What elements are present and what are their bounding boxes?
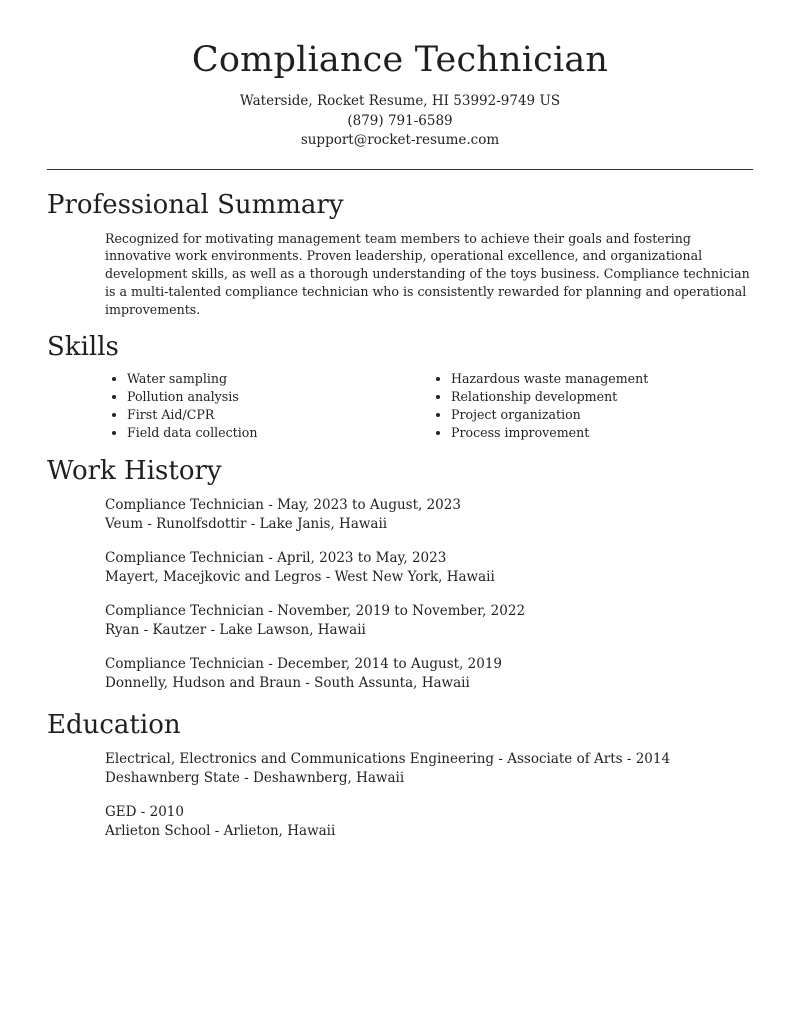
education-section bbox=[47, 708, 753, 842]
work-history-title: Work History bbox=[47, 455, 222, 486]
skills-title: Skills bbox=[47, 332, 119, 363]
skill-item: • Pollution analysis bbox=[127, 388, 429, 406]
candidate-name: Compliance Technician bbox=[191, 40, 609, 80]
education-entry bbox=[105, 803, 753, 842]
work-entry bbox=[105, 655, 753, 694]
work-entry-role: Compliance Technician - November, 2019 to November, 2022 bbox=[105, 602, 526, 619]
work-entry-employer: Mayert, Macejkovic and Legros - West New York, Hawaii bbox=[105, 569, 495, 586]
work-entry-role: Compliance Technician - April, 2023 to May, 2023 bbox=[105, 549, 447, 566]
education-entry bbox=[105, 750, 753, 789]
skill-item: • Hazardous waste management bbox=[451, 370, 753, 388]
work-entry-employer: Ryan - Kautzer - Lake Lawson, Hawaii bbox=[105, 622, 366, 639]
header-divider bbox=[47, 169, 753, 170]
work-entry-role: Compliance Technician - December, 2014 to August, 2019 bbox=[105, 655, 503, 672]
skills-column-right bbox=[429, 370, 753, 441]
education-entries bbox=[105, 750, 753, 842]
contact-email: support@rocket-resume.com bbox=[300, 132, 500, 148]
skill-item: • First Aid/CPR bbox=[127, 406, 429, 424]
work-entry-employer: Donnelly, Hudson and Braun - South Assunta, Hawaii bbox=[105, 675, 470, 692]
work-entry-role: Compliance Technician - May, 2023 to August, 2023 bbox=[105, 496, 461, 513]
skill-item: • Water sampling bbox=[127, 370, 429, 388]
skills-section bbox=[47, 330, 753, 441]
work-entry-employer: Veum - Runolfsdottir - Lake Janis, Hawaii bbox=[105, 516, 388, 533]
summary-title: Professional Summary bbox=[47, 189, 344, 220]
skills-column-left bbox=[105, 370, 429, 441]
education-entry-school: Deshawnberg State - Deshawnberg, Hawaii bbox=[105, 770, 405, 787]
education-entry-school: Arlieton School - Arlieton, Hawaii bbox=[105, 823, 336, 840]
summary-text: Recognized for motivating management team members to achieve their goals and fostering innovative work environments. Proven leadership, operational excellence, and organizational development skills, as well as a thorough understanding of the toys business. Compliance technician is a multi-talented compliance technician who is consistently rewarded for planning and operational improvements. bbox=[105, 230, 750, 317]
resume-header bbox=[47, 0, 753, 151]
skill-item: • Project organization bbox=[451, 406, 753, 424]
education-entry-degree: GED - 2010 bbox=[105, 803, 184, 820]
skill-item: • Field data collection bbox=[127, 424, 429, 442]
contact-phone: (879) 791-6589 bbox=[347, 112, 453, 129]
work-entry bbox=[105, 549, 753, 588]
skills-grid bbox=[105, 370, 753, 441]
summary-section bbox=[47, 188, 753, 319]
work-entries bbox=[105, 496, 753, 694]
work-entry bbox=[105, 496, 753, 535]
skill-item: • Relationship development bbox=[451, 388, 753, 406]
education-title: Education bbox=[47, 709, 181, 740]
contact-address: Waterside, Rocket Resume, HI 53992-9749 US bbox=[239, 93, 561, 109]
work-history-section bbox=[47, 454, 753, 694]
work-entry bbox=[105, 602, 753, 641]
education-entry-degree: Electrical, Electronics and Communications Engineering - Associate of Arts - 2014 bbox=[105, 750, 671, 767]
skill-item: • Process improvement bbox=[451, 424, 753, 442]
